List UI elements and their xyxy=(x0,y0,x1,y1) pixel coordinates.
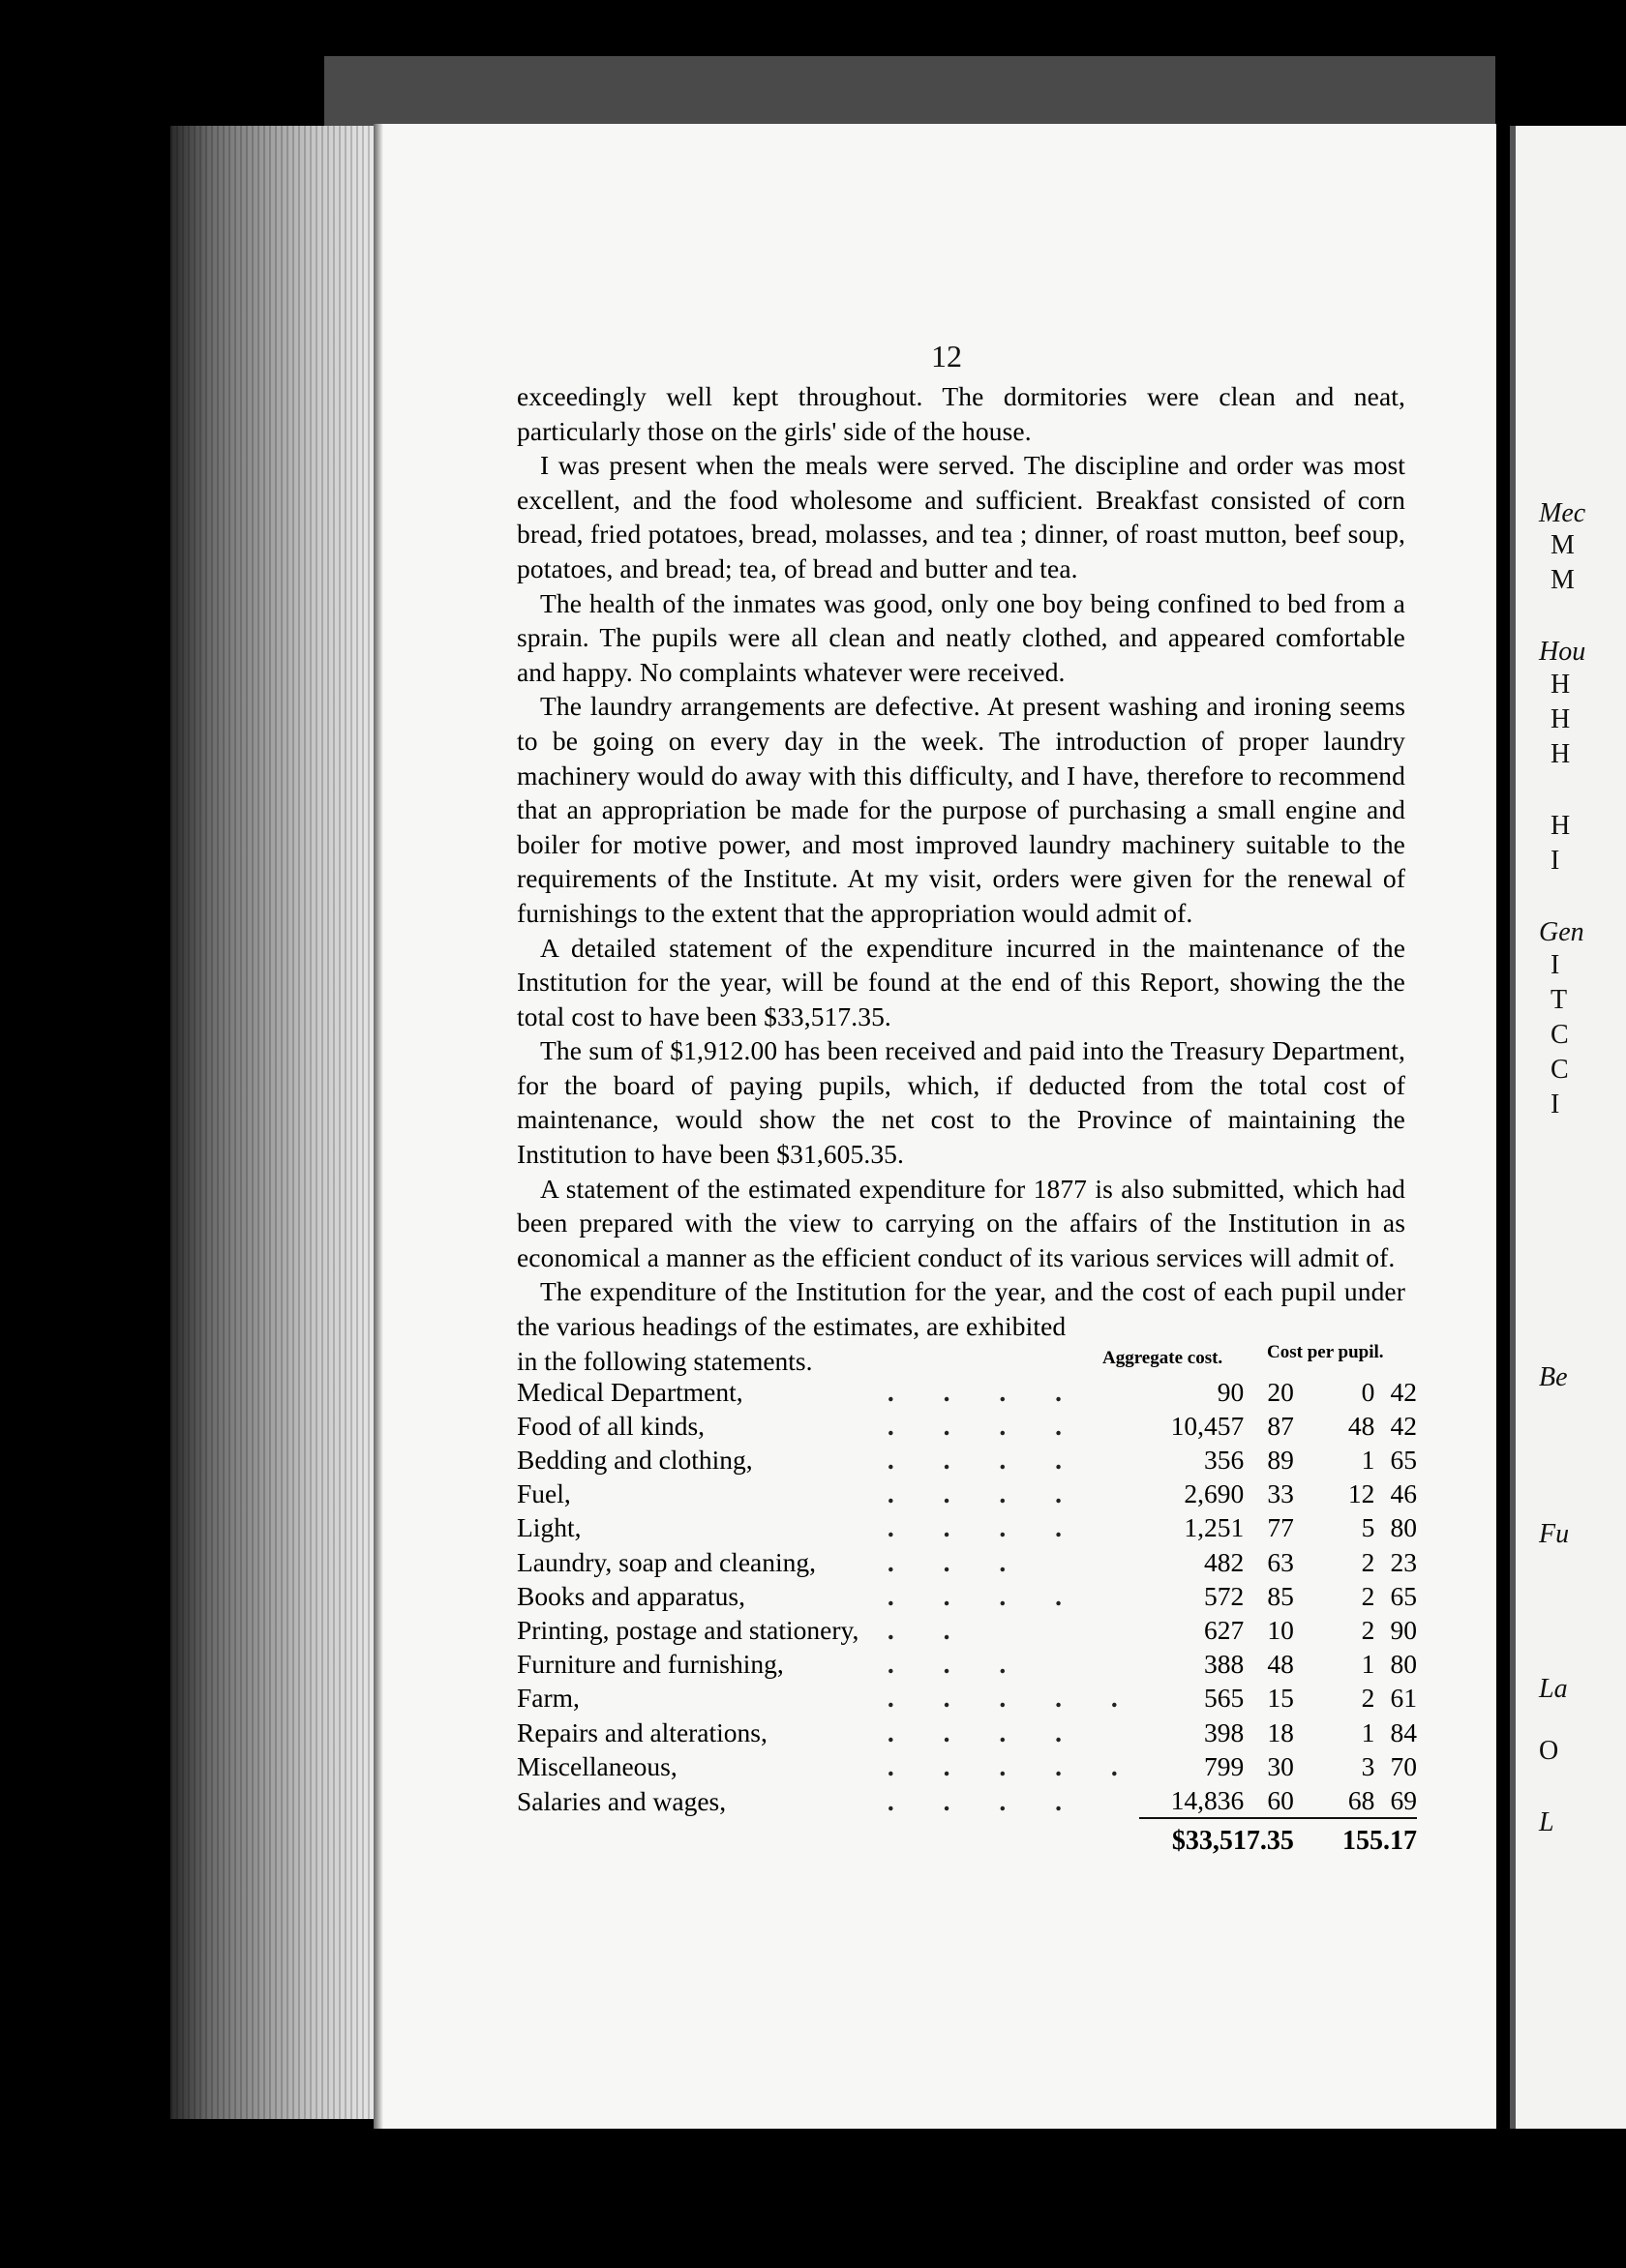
aggregate-cents: 15 xyxy=(1267,1683,1294,1714)
aggregate-cents: 48 xyxy=(1267,1649,1294,1680)
aggregate-dollars: 1,251 xyxy=(1184,1512,1245,1543)
table-row xyxy=(517,1749,1417,1783)
aggregate-dollars: 482 xyxy=(1204,1546,1245,1577)
paragraph: The health of the inmates was good, only one boy being confined to bed from a sprain. The pupils were all clean and neatly clothed, and appeared comfortable and happy. No complaints whatever were received. xyxy=(517,587,1405,687)
aggregate-dollars: 10,457 xyxy=(1170,1410,1245,1441)
paragraph: The expenditure of the Institution for the year, and the cost of each pupil under the various headings of the estimates, are exhibited xyxy=(517,1276,1405,1342)
facing-page-text: H xyxy=(1551,739,1571,769)
table-row xyxy=(517,1545,1417,1579)
page-number: 12 xyxy=(931,339,962,373)
per-pupil-dollars: 2 xyxy=(1361,1580,1375,1611)
facing-page-text: I xyxy=(1551,846,1560,876)
aggregate-cents: 30 xyxy=(1267,1750,1294,1781)
facing-page-text: T xyxy=(1551,985,1568,1015)
paragraph: A statement of the estimated expenditure for 1877 is also submitted, which had been prepared with the view to carrying on the affairs of the Institution in as economical a manner as the efficient conduct of its various services will admit of. xyxy=(517,1173,1405,1272)
book-top-shadow xyxy=(324,56,1495,129)
aggregate-dollars: 572 xyxy=(1204,1580,1245,1611)
expense-item: Medical Department, xyxy=(517,1376,743,1407)
per-pupil-dollars: 3 xyxy=(1361,1750,1375,1781)
aggregate-dollars: 2,690 xyxy=(1184,1478,1245,1509)
per-pupil-dollars: 1 xyxy=(1361,1445,1375,1476)
leader-dots: . . . xyxy=(887,1649,1028,1680)
expense-item: Miscellaneous, xyxy=(517,1750,678,1781)
facing-page-text: M xyxy=(1551,530,1575,560)
per-pupil-cents: 65 xyxy=(1390,1445,1417,1476)
leader-dots: . . . xyxy=(887,1546,1028,1577)
leader-dots: . . . . xyxy=(887,1478,1083,1509)
statement-intro: in the following statements. xyxy=(517,1345,813,1376)
expense-item: Fuel, xyxy=(517,1478,571,1509)
table-row xyxy=(517,1477,1417,1510)
expense-item: Bedding and clothing, xyxy=(517,1445,753,1476)
aggregate-cents: 63 xyxy=(1267,1546,1294,1577)
leader-dots: . . . . xyxy=(887,1580,1083,1611)
facing-page-text: L xyxy=(1539,1807,1554,1837)
per-pupil-dollars: 1 xyxy=(1361,1649,1375,1680)
facing-page-text: C xyxy=(1551,1020,1569,1050)
aggregate-cents: 20 xyxy=(1267,1376,1294,1407)
facing-page-text: Gen xyxy=(1539,917,1584,947)
paragraph: I was present when the meals were served. The discipline and order was most excellent, and the food wholesome and sufficient. Breakfast consisted of corn bread, fried potatoes, bread, molasses, and tea ; dinner, of roast mutton, beef soup, potatoes, and bread; tea, of bread and butter and tea. xyxy=(517,450,1405,583)
per-pupil-cents: 46 xyxy=(1390,1478,1417,1509)
leader-dots: . . . . . xyxy=(887,1683,1139,1714)
total-row xyxy=(517,1818,1417,1862)
cost-per-pupil-heading: Cost per pupil. xyxy=(1267,1341,1384,1362)
facing-page-fragment xyxy=(1510,126,1626,2129)
facing-page-text: H xyxy=(1551,811,1571,841)
aggregate-dollars: 627 xyxy=(1204,1615,1245,1646)
table-row xyxy=(517,1443,1417,1477)
per-pupil-dollars: 68 xyxy=(1298,1783,1375,1818)
per-pupil-cents: 90 xyxy=(1390,1615,1417,1646)
aggregate-cents: 18 xyxy=(1267,1716,1294,1747)
leader-dots: . . . . xyxy=(887,1785,1083,1816)
per-pupil-cents: 61 xyxy=(1390,1683,1417,1714)
aggregate-cents: 85 xyxy=(1267,1580,1294,1611)
facing-page-text: H xyxy=(1551,670,1571,700)
leader-dots: . . . . xyxy=(887,1376,1083,1407)
per-pupil-cents: 23 xyxy=(1390,1546,1417,1577)
expense-item: Repairs and alterations, xyxy=(517,1716,768,1747)
table-row xyxy=(517,1579,1417,1613)
per-pupil-cents: 42 xyxy=(1390,1376,1417,1407)
per-pupil-cents: 80 xyxy=(1390,1649,1417,1680)
table-row xyxy=(517,1783,1417,1818)
leader-dots: . . . . xyxy=(887,1512,1083,1543)
facing-page-text: M xyxy=(1551,565,1575,595)
aggregate-dollars: 90 xyxy=(1217,1376,1245,1407)
table-row xyxy=(517,1647,1417,1681)
facing-page-text: O xyxy=(1539,1736,1559,1766)
aggregate-cents: 10 xyxy=(1267,1615,1294,1646)
aggregate-dollars: 388 xyxy=(1204,1649,1245,1680)
per-pupil-dollars: 48 xyxy=(1347,1410,1375,1441)
per-pupil-cents: 70 xyxy=(1390,1750,1417,1781)
expense-item: Laundry, soap and cleaning, xyxy=(517,1546,817,1577)
expense-item: Farm, xyxy=(517,1683,580,1714)
expense-item: Light, xyxy=(517,1512,582,1543)
aggregate-cents: 77 xyxy=(1267,1512,1294,1543)
paragraph: exceedingly well kept throughout. The dormitories were clean and neat, particularly those on the girls' side of the house. xyxy=(517,381,1405,446)
leader-dots: . . . . . xyxy=(887,1750,1139,1781)
leader-dots: . . . . xyxy=(887,1716,1083,1747)
statement-header xyxy=(517,1341,1405,1379)
facing-page-text: C xyxy=(1551,1055,1569,1085)
facing-page-text: I xyxy=(1551,950,1560,980)
per-pupil-cents: 65 xyxy=(1390,1580,1417,1611)
aggregate-dollars: 565 xyxy=(1204,1683,1245,1714)
aggregate-cents: 33 xyxy=(1267,1478,1294,1509)
facing-page-text: La xyxy=(1539,1674,1568,1704)
paragraph: A detailed statement of the expenditure incurred in the maintenance of the Institution for the year, will be found at the end of this Report, showing the the total cost to have been $33,517.35. xyxy=(517,932,1405,1031)
facing-page-text: H xyxy=(1551,704,1571,734)
per-pupil-dollars: 0 xyxy=(1361,1376,1375,1407)
per-pupil-dollars: 1 xyxy=(1361,1716,1375,1747)
per-pupil-dollars: 2 xyxy=(1361,1546,1375,1577)
table-row xyxy=(517,1716,1417,1749)
table-row xyxy=(517,1613,1417,1647)
expense-item: Furniture and furnishing, xyxy=(517,1649,784,1680)
per-pupil-dollars: 2 xyxy=(1361,1683,1375,1714)
per-pupil-cents: 80 xyxy=(1390,1512,1417,1543)
expenditure-table xyxy=(517,1375,1417,1863)
expense-item: Printing, postage and stationery, xyxy=(517,1615,859,1646)
aggregate-cents: 60 xyxy=(1267,1785,1294,1816)
table-row xyxy=(517,1409,1417,1443)
aggregate-cost-heading: Aggregate cost. xyxy=(1102,1347,1223,1368)
leader-dots: . . . . xyxy=(887,1445,1083,1476)
table-row xyxy=(517,1375,1417,1409)
table-row xyxy=(517,1510,1417,1544)
paragraph: The sum of $1,912.00 has been received and paid into the Treasury Department, for the board of paying pupils, which, if deducted from the total cost of maintenance, would show the net cost to the Province of maintaining the Institution to have been $31,605.35. xyxy=(517,1035,1405,1170)
leader-dots: . . . . xyxy=(887,1410,1083,1441)
per-pupil-total: 155.17 xyxy=(1342,1825,1417,1856)
facing-page-text: Mec xyxy=(1539,498,1586,528)
aggregate-cents: 89 xyxy=(1267,1445,1294,1476)
table-row xyxy=(517,1681,1417,1715)
per-pupil-cents: 69 xyxy=(1374,1783,1417,1818)
expense-item: Books and apparatus, xyxy=(517,1580,745,1611)
per-pupil-dollars: 12 xyxy=(1347,1478,1375,1509)
per-pupil-dollars: 2 xyxy=(1361,1615,1375,1646)
expense-item: Salaries and wages, xyxy=(517,1785,727,1816)
per-pupil-dollars: 5 xyxy=(1361,1512,1375,1543)
per-pupil-cents: 84 xyxy=(1390,1716,1417,1747)
leader-dots: . . xyxy=(887,1615,972,1646)
aggregate-cents: 87 xyxy=(1267,1410,1294,1441)
aggregate-dollars: 14,836 xyxy=(1170,1785,1245,1816)
facing-page-text: Be xyxy=(1539,1362,1568,1392)
facing-page-text: I xyxy=(1551,1089,1560,1119)
aggregate-dollars: 356 xyxy=(1204,1445,1245,1476)
paragraph: The laundry arrangements are defective. At present washing and ironing seems to be going on every day in the week. The introduction of proper laundry machinery would do away with this difficulty, and I have, therefore to recommend that an appropriation be made for the purpose of purchasing a small engine and boiler for motive power, and most improved laundry machinery suitable to the requirements of the Institute. At my visit, orders were given for the renewal of furnishings to the extent that the appropriation would admit of. xyxy=(517,691,1405,928)
facing-page-text: Fu xyxy=(1539,1519,1570,1549)
book-page-edges xyxy=(170,126,378,2119)
aggregate-total: $33,517.35 xyxy=(1139,1818,1298,1862)
aggregate-dollars: 799 xyxy=(1204,1750,1245,1781)
page-body xyxy=(517,379,1417,1862)
expense-item: Food of all kinds, xyxy=(517,1410,706,1441)
aggregate-dollars: 398 xyxy=(1204,1716,1245,1747)
facing-page-text: Hou xyxy=(1539,637,1586,667)
per-pupil-cents: 42 xyxy=(1390,1410,1417,1441)
